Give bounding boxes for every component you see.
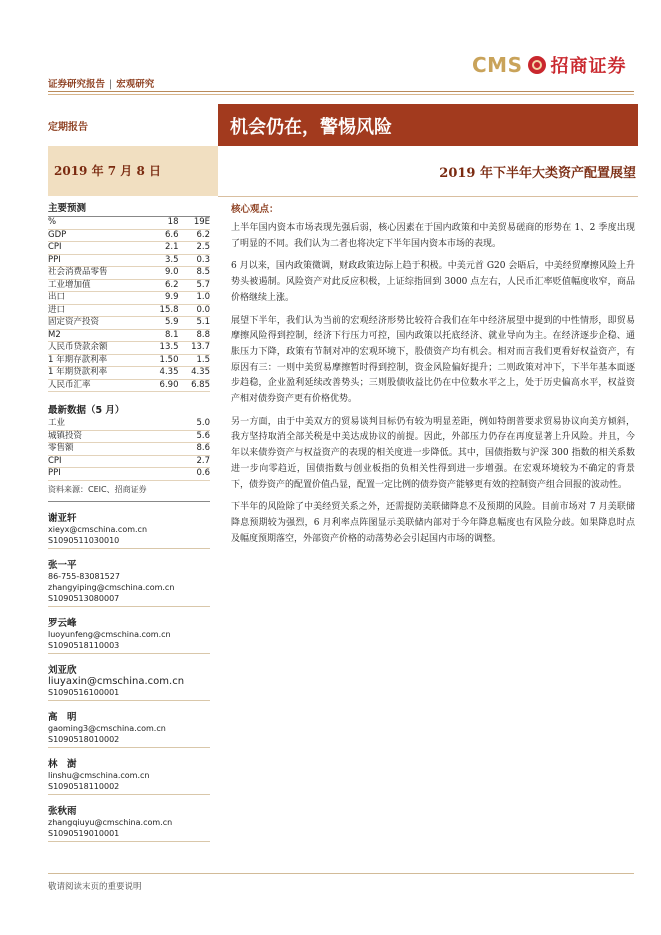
indicator-name: 工业 [48, 418, 164, 430]
indicator-name: CPI [48, 242, 147, 255]
cms-logo [472, 51, 626, 79]
indicator-value: 1.50 [147, 354, 179, 367]
indicator-value: 6.85 [178, 379, 210, 392]
analyst-name: 谢亚轩 [48, 512, 77, 524]
table-header-cell: 18 [147, 217, 179, 230]
analyst-id: S1090519010001 [48, 828, 120, 838]
core-views-heading: 核心观点： [231, 204, 279, 215]
analyst-card [48, 615, 210, 654]
table-row [48, 317, 210, 330]
header-divider-secondary [48, 94, 634, 95]
indicator-name: 工业增加值 [48, 279, 147, 292]
indicator-value: 8.8 [178, 329, 210, 342]
indicator-value: 6.6 [147, 229, 179, 242]
indicator-value: 8.6 [164, 443, 210, 456]
table-row [48, 443, 210, 456]
table-row [48, 279, 210, 292]
indicator-name: 出口 [48, 292, 147, 305]
table-row [48, 367, 210, 380]
analyst-email[interactable]: linshu@cmschina.com.cn [48, 770, 150, 780]
indicator-value: 13.7 [178, 342, 210, 355]
analyst-email[interactable]: zhangyiping@cmschina.com.cn [48, 582, 175, 592]
indicator-name: 城镇投资 [48, 430, 164, 443]
analyst-id: S1090518110002 [48, 781, 120, 791]
indicator-value: 1.5 [178, 354, 210, 367]
analyst-card [48, 756, 210, 795]
report-date: 2019 年 7 月 8 日 [54, 164, 161, 178]
analyst-card [48, 662, 210, 701]
indicator-value: 6.90 [147, 379, 179, 392]
header-separator: | [109, 79, 113, 90]
latest-data-table [48, 418, 210, 481]
analyst-email[interactable]: luoyunfeng@cmschina.com.cn [48, 629, 171, 639]
table-header-cell: 19E [178, 217, 210, 230]
indicator-value: 9.9 [147, 292, 179, 305]
category-label: 证券研究报告 [48, 79, 106, 90]
analyst-phone: 86-755-83081527 [48, 571, 120, 581]
table-row [48, 342, 210, 355]
indicator-value: 5.7 [178, 279, 210, 292]
data-source-note: 资料来源：CEIC、招商证券 [48, 484, 210, 502]
indicator-name: 零售额 [48, 443, 164, 456]
body-paragraph: 另一方面，由于中美双方的贸易谈判目标仍有较为明显差距，例如特朗普要求贸易协议向美方倾斜，我方坚持取消全部关税是中美达成协议的前提。因此，外部压力仍存在再度显著上升风险。并且，今年以来债券资产与权益资产的表现的相关度进一步降低。其中，国债指数与沪深 300 指数的相关系数进一步向零趋近，国债指数与创业板指的负相关性得到进一步增强。在宏观环境较为不确定的背景下，债券资产的配置价值凸显，配置一定比例的债券资产能够更有效的控制资产组合回报的波动性。 [231, 416, 635, 490]
key-forecast-table [48, 216, 210, 392]
indicator-name: GDP [48, 229, 147, 242]
table-row [48, 354, 210, 367]
indicator-value: 2.7 [164, 455, 210, 468]
indicator-name: 1 年期贷款利率 [48, 367, 147, 380]
indicator-value: 3.5 [147, 254, 179, 267]
analyst-list [48, 510, 210, 842]
indicator-value: 13.5 [147, 342, 179, 355]
indicator-value: 6.2 [178, 229, 210, 242]
table-header-cell: % [48, 217, 147, 230]
indicator-name: PPI [48, 468, 164, 481]
key-forecast-heading: 主要预测 [48, 203, 87, 214]
table-row [48, 329, 210, 342]
subtitle-bar [218, 146, 638, 197]
indicator-value: 5.0 [164, 418, 210, 430]
indicator-value: 2.1 [147, 242, 179, 255]
indicator-name: 社会消费品零售 [48, 267, 147, 280]
report-subtitle: 2019 年下半年大类资产配置展望 [439, 166, 636, 181]
analyst-id: S1090513080007 [48, 593, 120, 603]
indicator-name: CPI [48, 455, 164, 468]
analyst-name: 张秋雨 [48, 805, 77, 817]
analyst-id: S1090516100001 [48, 687, 120, 697]
report-category-header [48, 76, 154, 90]
section-label: 宏观研究 [116, 79, 155, 90]
table-row [48, 430, 210, 443]
indicator-value: 2.5 [178, 242, 210, 255]
indicator-value: 6.2 [147, 279, 179, 292]
table-row [48, 468, 210, 481]
analyst-card [48, 803, 210, 842]
indicator-name: PPI [48, 254, 147, 267]
report-type: 定期报告 [48, 122, 88, 133]
title-band [218, 104, 638, 146]
table-row [48, 455, 210, 468]
paragraph-list [231, 221, 635, 547]
body-paragraph: 下半年的风险除了中美经贸关系之外，还需提防美联储降息不及预期的风险。目前市场对 7 月美联储降息预期较为强烈，6 月利率点阵图显示美联储内部对于今年降息幅度也有风险分歧。如果降息时点及幅度预期落空，外部资产价格的动荡势必会引起国内市场的调整。 [231, 502, 635, 544]
logo-emblem-icon [528, 56, 546, 74]
indicator-value: 4.35 [178, 367, 210, 380]
indicator-value: 5.6 [164, 430, 210, 443]
header-divider [48, 91, 634, 92]
latest-data-heading: 最新数据（5 月） [48, 405, 125, 416]
table-row [48, 304, 210, 317]
date-box [48, 146, 218, 196]
indicator-name: 1 年期存款利率 [48, 354, 147, 367]
table-row [48, 292, 210, 305]
analyst-card [48, 557, 210, 607]
indicator-name: 固定资产投资 [48, 317, 147, 330]
indicator-value: 4.35 [147, 367, 179, 380]
analyst-name: 罗云峰 [48, 617, 77, 629]
main-content [231, 201, 635, 554]
indicator-value: 9.0 [147, 267, 179, 280]
table-row [48, 229, 210, 242]
indicator-value: 5.9 [147, 317, 179, 330]
table-row [48, 418, 210, 430]
table-header-row [48, 217, 210, 230]
table-row [48, 254, 210, 267]
analyst-name: 林 澍 [48, 758, 77, 770]
analyst-card [48, 510, 210, 549]
indicator-value: 0.3 [178, 254, 210, 267]
indicator-value: 0.0 [178, 304, 210, 317]
analyst-id: S1090518110003 [48, 640, 120, 650]
sidebar [48, 200, 210, 842]
indicator-value: 15.8 [147, 304, 179, 317]
analyst-card [48, 709, 210, 748]
indicator-value: 0.6 [164, 468, 210, 481]
table-row [48, 379, 210, 392]
analyst-name: 高 明 [48, 711, 77, 723]
report-title: 机会仍在，警惕风险 [230, 117, 392, 138]
logo-latin-text: CMS [472, 53, 523, 77]
analyst-id: S1090518010002 [48, 734, 120, 744]
analyst-email[interactable]: gaoming3@cmschina.com.cn [48, 723, 166, 733]
analyst-name: 刘亚欣 [48, 664, 77, 676]
footer-divider [48, 873, 634, 874]
indicator-name: 人民币贷款余额 [48, 342, 147, 355]
body-paragraph: 展望下半年，我们认为当前的宏观经济形势比较符合我们在年中经济展望中提到的中性情形，即贸易摩擦风险得到控制，经济下行压力可控，国内政策以托底经济、就业导向为主。在经济逐步企稳、通胀压力下降，政策有节制对冲的宏观环境下，股债资产均有机会。相对而言我们更看好权益资产，有原因有三：一则中美贸易摩擦暂时得到控制，资金风险偏好提升；二则政策对冲下，下半年基本面逐步趋稳，企业盈利延续改善势头；三则股债收益比仍在中位数水平之上，处于历史偏高水平，权益资产相对债券资产更有价格优势。 [231, 315, 635, 405]
body-paragraph: 6 月以来，国内政策微调，财政政策边际上趋于积极。中美元首 G20 会晤后，中美经贸摩擦风险上升势头被遏制。风险资产对此反应积极，上证综指回到 3000 点左右，人民币汇率贬值幅度收窄，商品价格继续上涨。 [231, 261, 635, 303]
table-row [48, 242, 210, 255]
indicator-value: 8.1 [147, 329, 179, 342]
indicator-value: 8.5 [178, 267, 210, 280]
indicator-value: 1.0 [178, 292, 210, 305]
analyst-name: 张一平 [48, 559, 77, 571]
indicator-value: 5.1 [178, 317, 210, 330]
body-paragraph: 上半年国内资本市场表现先强后弱，核心因素在于国内政策和中美贸易磋商的形势在 1、2 季度出现了明显的不同。我们认为二者也将决定下半年国内资本市场的表现。 [231, 223, 635, 249]
analyst-email[interactable]: liuyaxin@cmschina.com.cn [48, 675, 185, 687]
analyst-id: S1090511030010 [48, 535, 120, 545]
indicator-name: 进口 [48, 304, 147, 317]
footer-note: 敬请阅读末页的重要说明 [48, 882, 142, 892]
analyst-email[interactable]: zhangqiuyu@cmschina.com.cn [48, 817, 173, 827]
indicator-name: M2 [48, 329, 147, 342]
indicator-name: 人民币汇率 [48, 379, 147, 392]
analyst-email[interactable]: xieyx@cmschina.com.cn [48, 524, 148, 534]
table-row [48, 267, 210, 280]
logo-cn-text: 招商证券 [550, 56, 627, 77]
